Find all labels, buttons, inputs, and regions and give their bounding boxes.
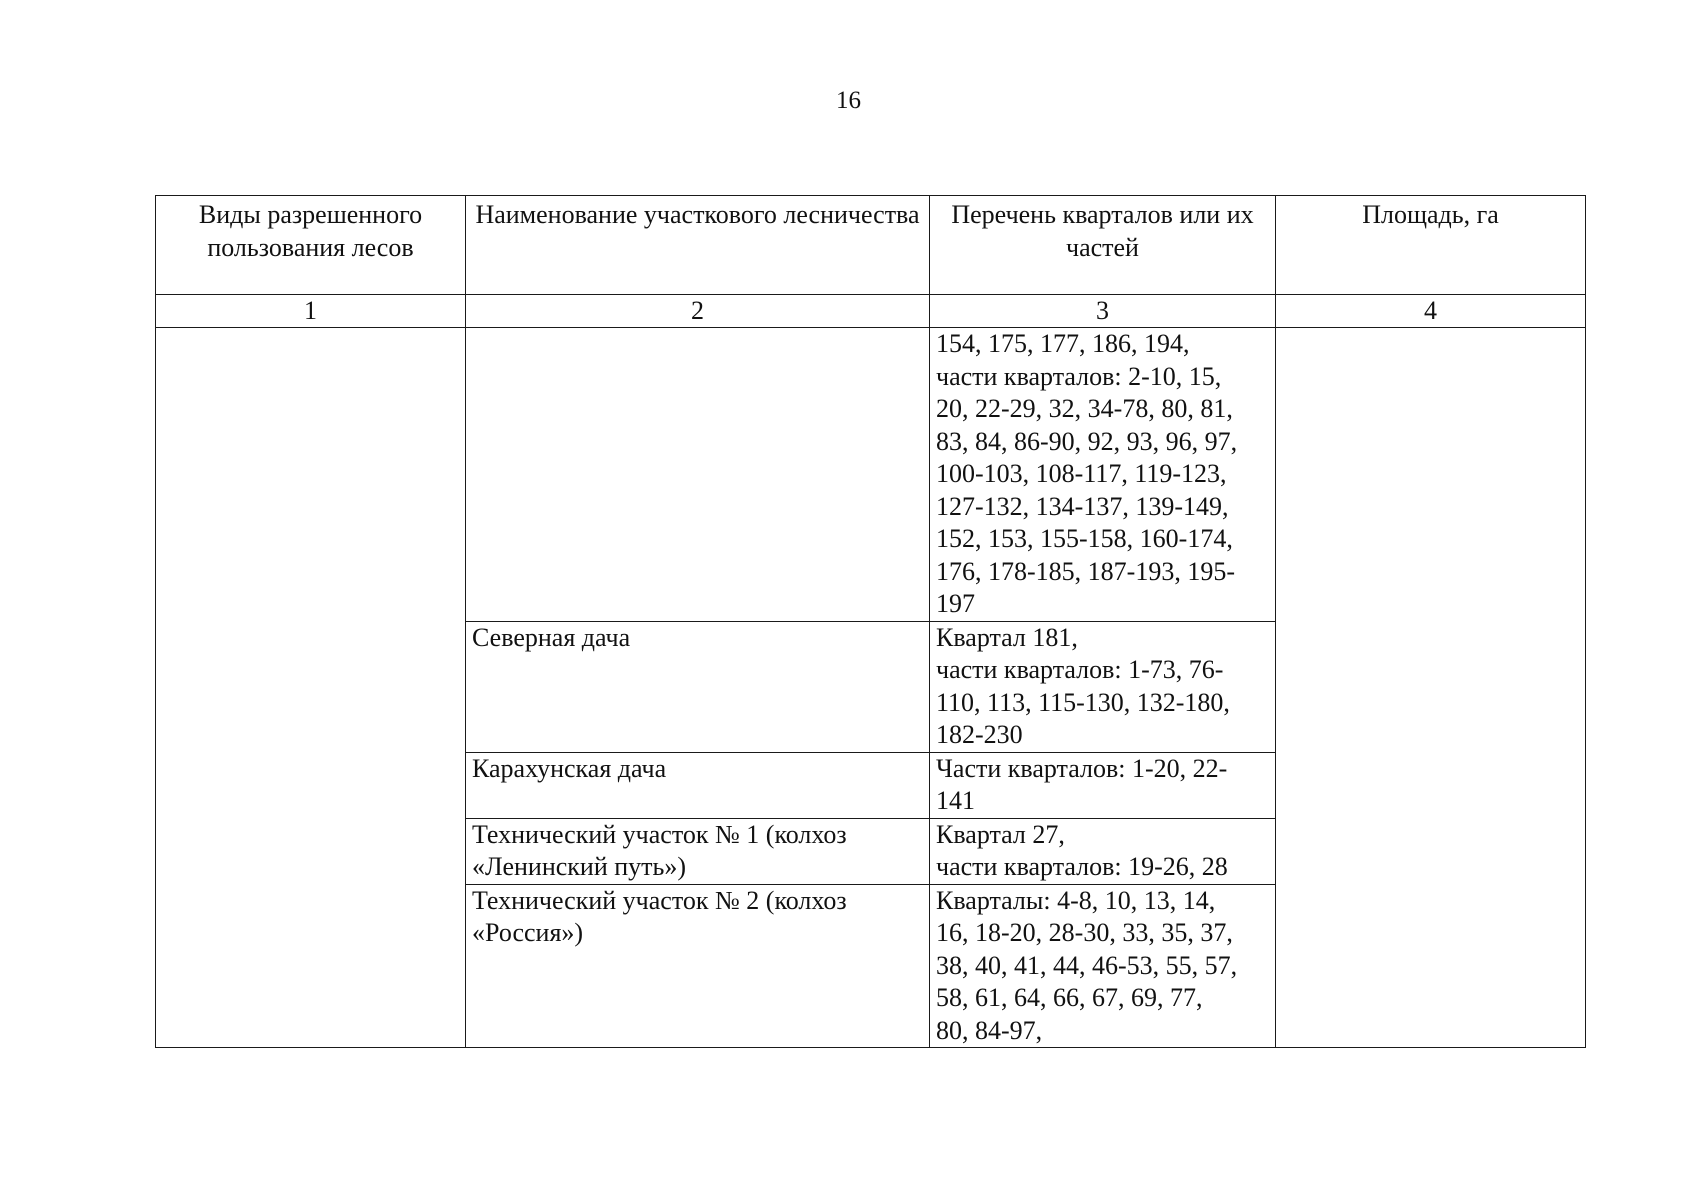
usage-type-cell (156, 328, 466, 1048)
table-header-row (156, 196, 1586, 295)
quarters-cell (930, 328, 1276, 622)
forestry-name-cell (466, 752, 930, 818)
table-row (156, 328, 1586, 622)
forestry-name-cell (466, 884, 930, 1048)
forestry-name-text: Технический участок № 2 (колхоз «Россия») (472, 885, 847, 947)
column-number-row (156, 295, 1586, 328)
forestry-name-text: Технический участок № 1 (колхоз «Ленинский путь») (472, 819, 847, 881)
quarters-text: Кварталы: 4-8, 10, 13, 14, 16, 18-20, 28-30, 33, 35, 37, 38, 40, 41, 44, 46-53, 55, 57, 58, 61, 64, 66, 67, 69, 77, 80, 84-97, (936, 885, 1238, 1045)
header-quarters-list: Перечень кварталов или их частей (930, 196, 1276, 295)
forest-use-table (155, 195, 1586, 1048)
quarters-text: Части кварталов: 1-20, 22- 141 (936, 753, 1228, 815)
column-number: 1 (156, 295, 466, 328)
forestry-name-text: Карахунская дача (472, 753, 667, 783)
column-number: 2 (466, 295, 930, 328)
quarters-text: Квартал 181, части кварталов: 1-73, 76- 110, 113, 115-130, 132-180, 182-230 (936, 622, 1230, 749)
forestry-name-cell (466, 818, 930, 884)
column-number: 3 (930, 295, 1276, 328)
quarters-cell (930, 752, 1276, 818)
header-area: Площадь, га (1276, 196, 1586, 295)
quarters-text: Квартал 27, части кварталов: 19-26, 28 (936, 819, 1228, 881)
header-usage-types: Виды разрешенного пользования лесов (156, 196, 466, 295)
quarters-cell (930, 884, 1276, 1048)
column-number: 4 (1276, 295, 1586, 328)
header-forestry-name: Наименование участкового лесничества (466, 196, 930, 295)
forestry-name-cell (466, 621, 930, 752)
area-cell (1276, 328, 1586, 1048)
quarters-cell (930, 621, 1276, 752)
forestry-name-cell (466, 328, 930, 622)
quarters-cell (930, 818, 1276, 884)
forestry-name-text: Северная дача (472, 622, 631, 652)
quarters-text: 154, 175, 177, 186, 194, части кварталов: 2-10, 15, 20, 22-29, 32, 34-78, 80, 81, 83, 84, 86-90, 92, 93, 96, 97, 100-103, 108-117, 119-123, 127-132, 134-137, 139-149, 152, 153, 155-158, 160-174, 176, 178-185, 187-193, 195- 197 (936, 329, 1238, 618)
page-number: 16 (836, 87, 861, 114)
